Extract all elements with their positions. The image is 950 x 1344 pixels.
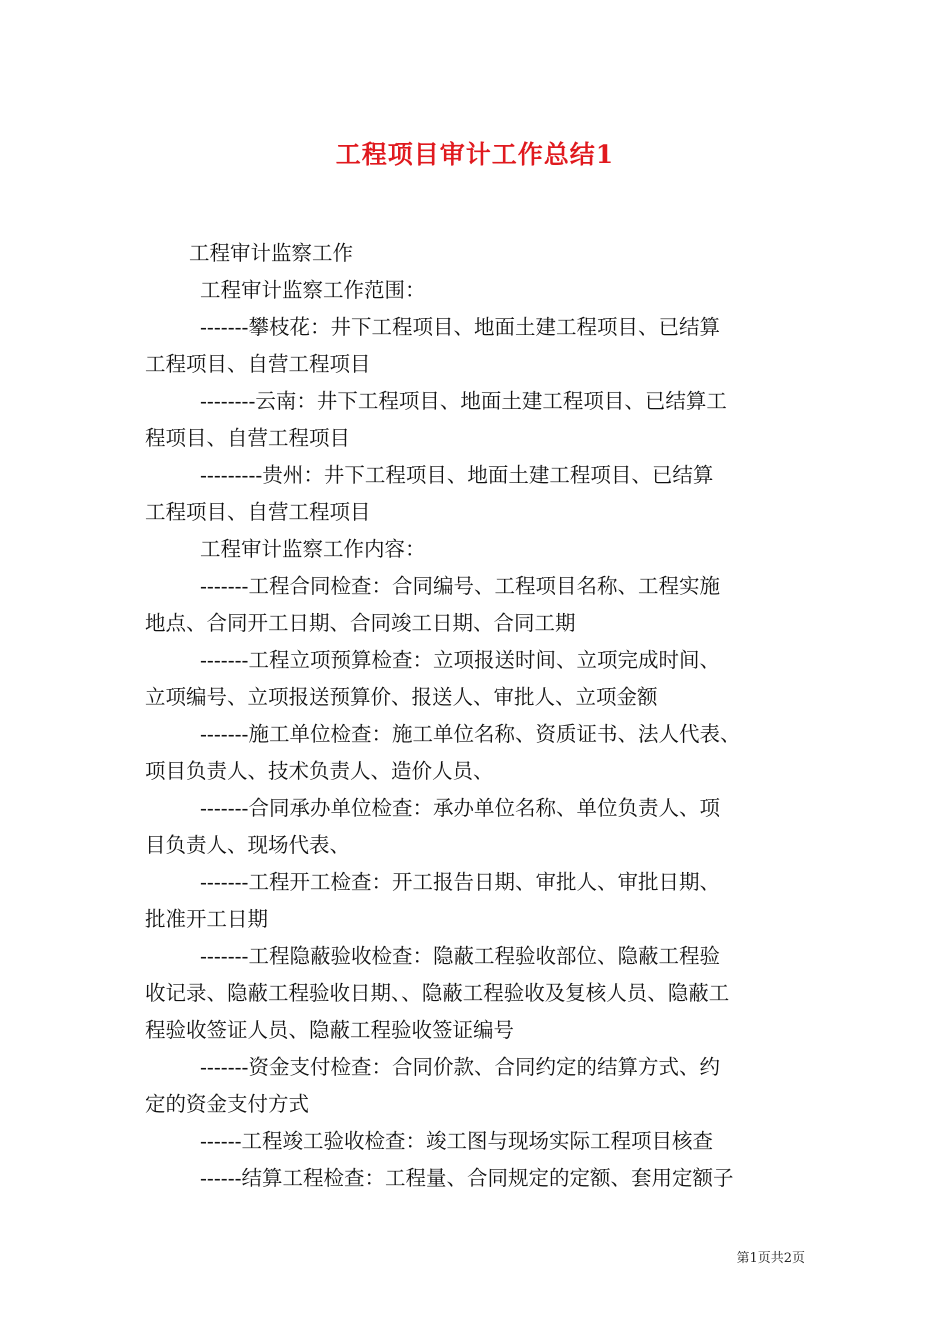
text-line: -------工程开工检查：开工报告日期、审批人、审批日期、	[200, 870, 720, 894]
text-line: -------攀枝花：井下工程项目、地面土建工程项目、已结算	[200, 315, 720, 339]
text-line: -------工程合同检查：合同编号、工程项目名称、工程实施	[200, 574, 720, 598]
text-line: 立项编号、立项报送预算价、报送人、审批人、立项金额	[145, 685, 658, 709]
text-line: -------工程立项预算检查：立项报送时间、立项完成时间、	[200, 648, 720, 672]
text-line: 地点、合同开工日期、合同竣工日期、合同工期	[145, 611, 576, 635]
text-line: -------合同承办单位检查：承办单位名称、单位负责人、项	[200, 796, 720, 820]
text-line: ------结算工程检查：工程量、合同规定的定额、套用定额子	[200, 1166, 734, 1190]
text-line: 工程审计监察工作	[189, 241, 353, 265]
text-line: 工程审计监察工作范围：	[200, 278, 426, 302]
text-line: 工程审计监察工作内容：	[200, 537, 426, 561]
text-line: ---------贵州：井下工程项目、地面土建工程项目、已结算	[200, 463, 714, 487]
text-line: 程项目、自营工程项目	[145, 426, 350, 450]
page-number: 第1页共2页	[736, 1251, 805, 1266]
text-line: -------施工单位检查：施工单位名称、资质证书、法人代表、	[200, 722, 741, 746]
text-line: 项目负责人、技术负责人、造价人员、	[145, 759, 494, 783]
text-line: -------工程隐蔽验收检查：隐蔽工程验收部位、隐蔽工程验	[200, 944, 720, 968]
text-line: 程验收签证人员、隐蔽工程验收签证编号	[145, 1018, 514, 1042]
text-line: ------工程竣工验收检查：竣工图与现场实际工程项目核查	[200, 1129, 714, 1153]
text-line: 工程项目、自营工程项目	[145, 500, 371, 524]
document-title: 工程项目审计工作总结1	[335, 140, 615, 169]
text-line: 目负责人、现场代表、	[145, 833, 350, 857]
text-line: 定的资金支付方式	[145, 1092, 309, 1116]
text-line: -------资金支付检查：合同价款、合同约定的结算方式、约	[200, 1055, 720, 1079]
text-line: --------云南：井下工程项目、地面土建工程项目、已结算工	[200, 389, 727, 413]
text-line: 收记录、隐蔽工程验收日期、、隐蔽工程验收及复核人员、隐蔽工	[145, 981, 730, 1005]
text-line: 工程项目、自营工程项目	[145, 352, 371, 376]
text-line: 批准开工日期	[145, 907, 268, 931]
